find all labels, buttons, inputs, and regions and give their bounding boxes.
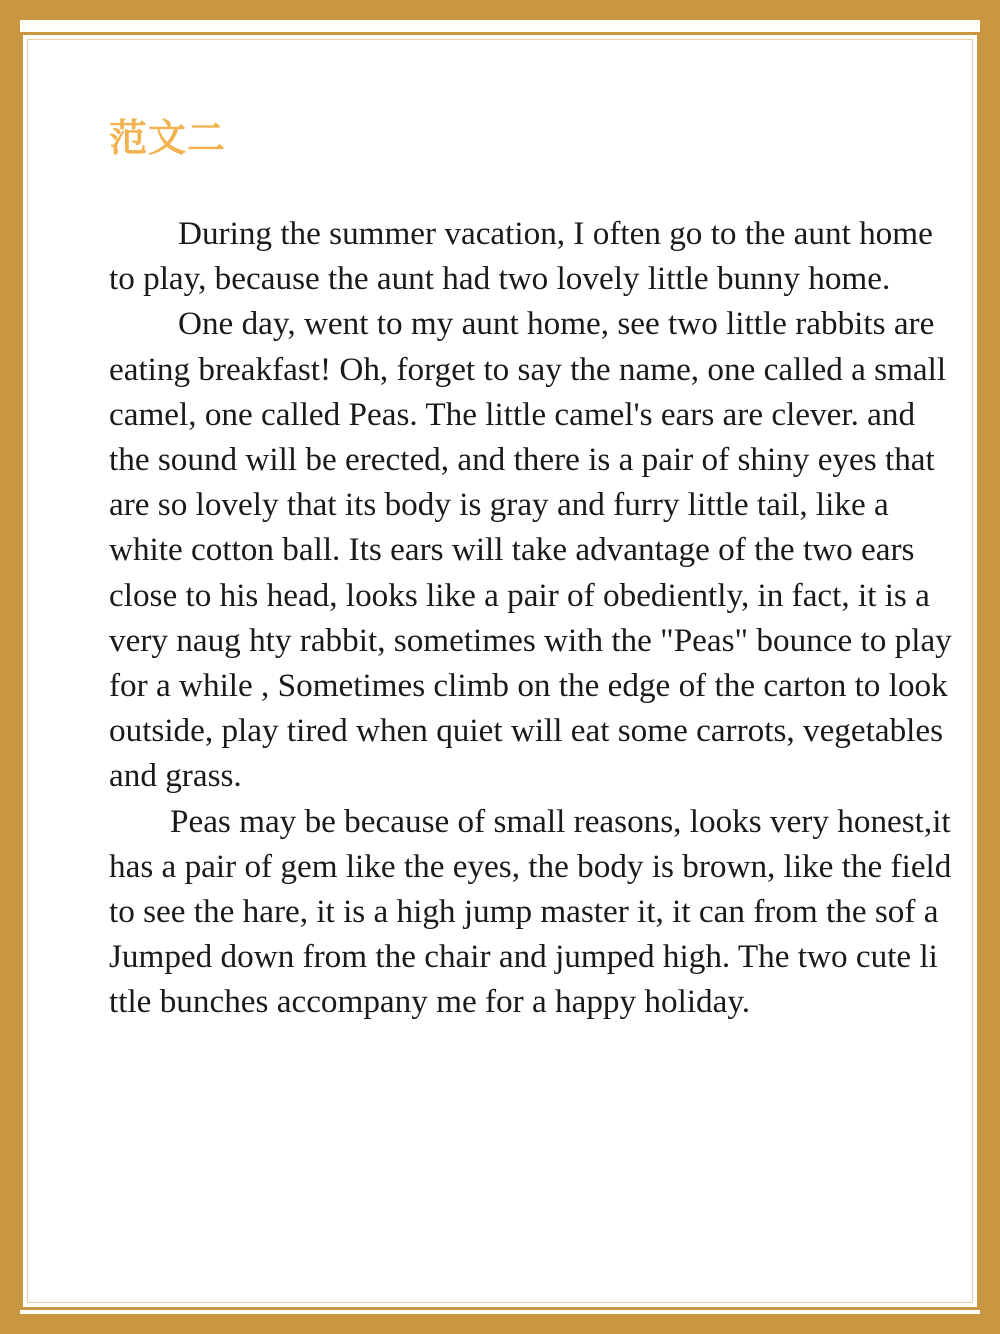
page-title: 范文二	[109, 116, 227, 160]
essay-paragraph-2: One day, went to my aunt home, see two little rabbits are eating breakfast! Oh, forget to say the name, one called a small camel, one called Peas. The little camel's ears are clever. and the sound will be erected, and there is a pair of shiny eyes that are so lovely that its body is gray and furry little tail, like a white cotton ball. Its ears will take advantage of the two ears close to his head, looks like a pair of obediently, in fact, it is a very naug hty rabbit, sometimes with the "Peas" bounce to play for a while , Sometimes climb on the edge of the carton to look outside, play tired when quiet will eat some carrots, vegetables and grass.	[109, 305, 952, 795]
essay-paragraph-3: Peas may be because of small reasons, looks very honest,it has a pair of gem like the eyes, the body is brown, like the field to see the hare, it is a high jump master it, it can from the sof a Jumped down from the chair and jumped high. The two cute li ttle bunches accompany me for a happy holiday.	[109, 802, 952, 1021]
essay-body	[109, 211, 959, 1025]
essay-paragraph-1: During the summer vacation, I often go to the aunt home to play, because the aunt had two lovely little bunny home.	[109, 215, 933, 298]
